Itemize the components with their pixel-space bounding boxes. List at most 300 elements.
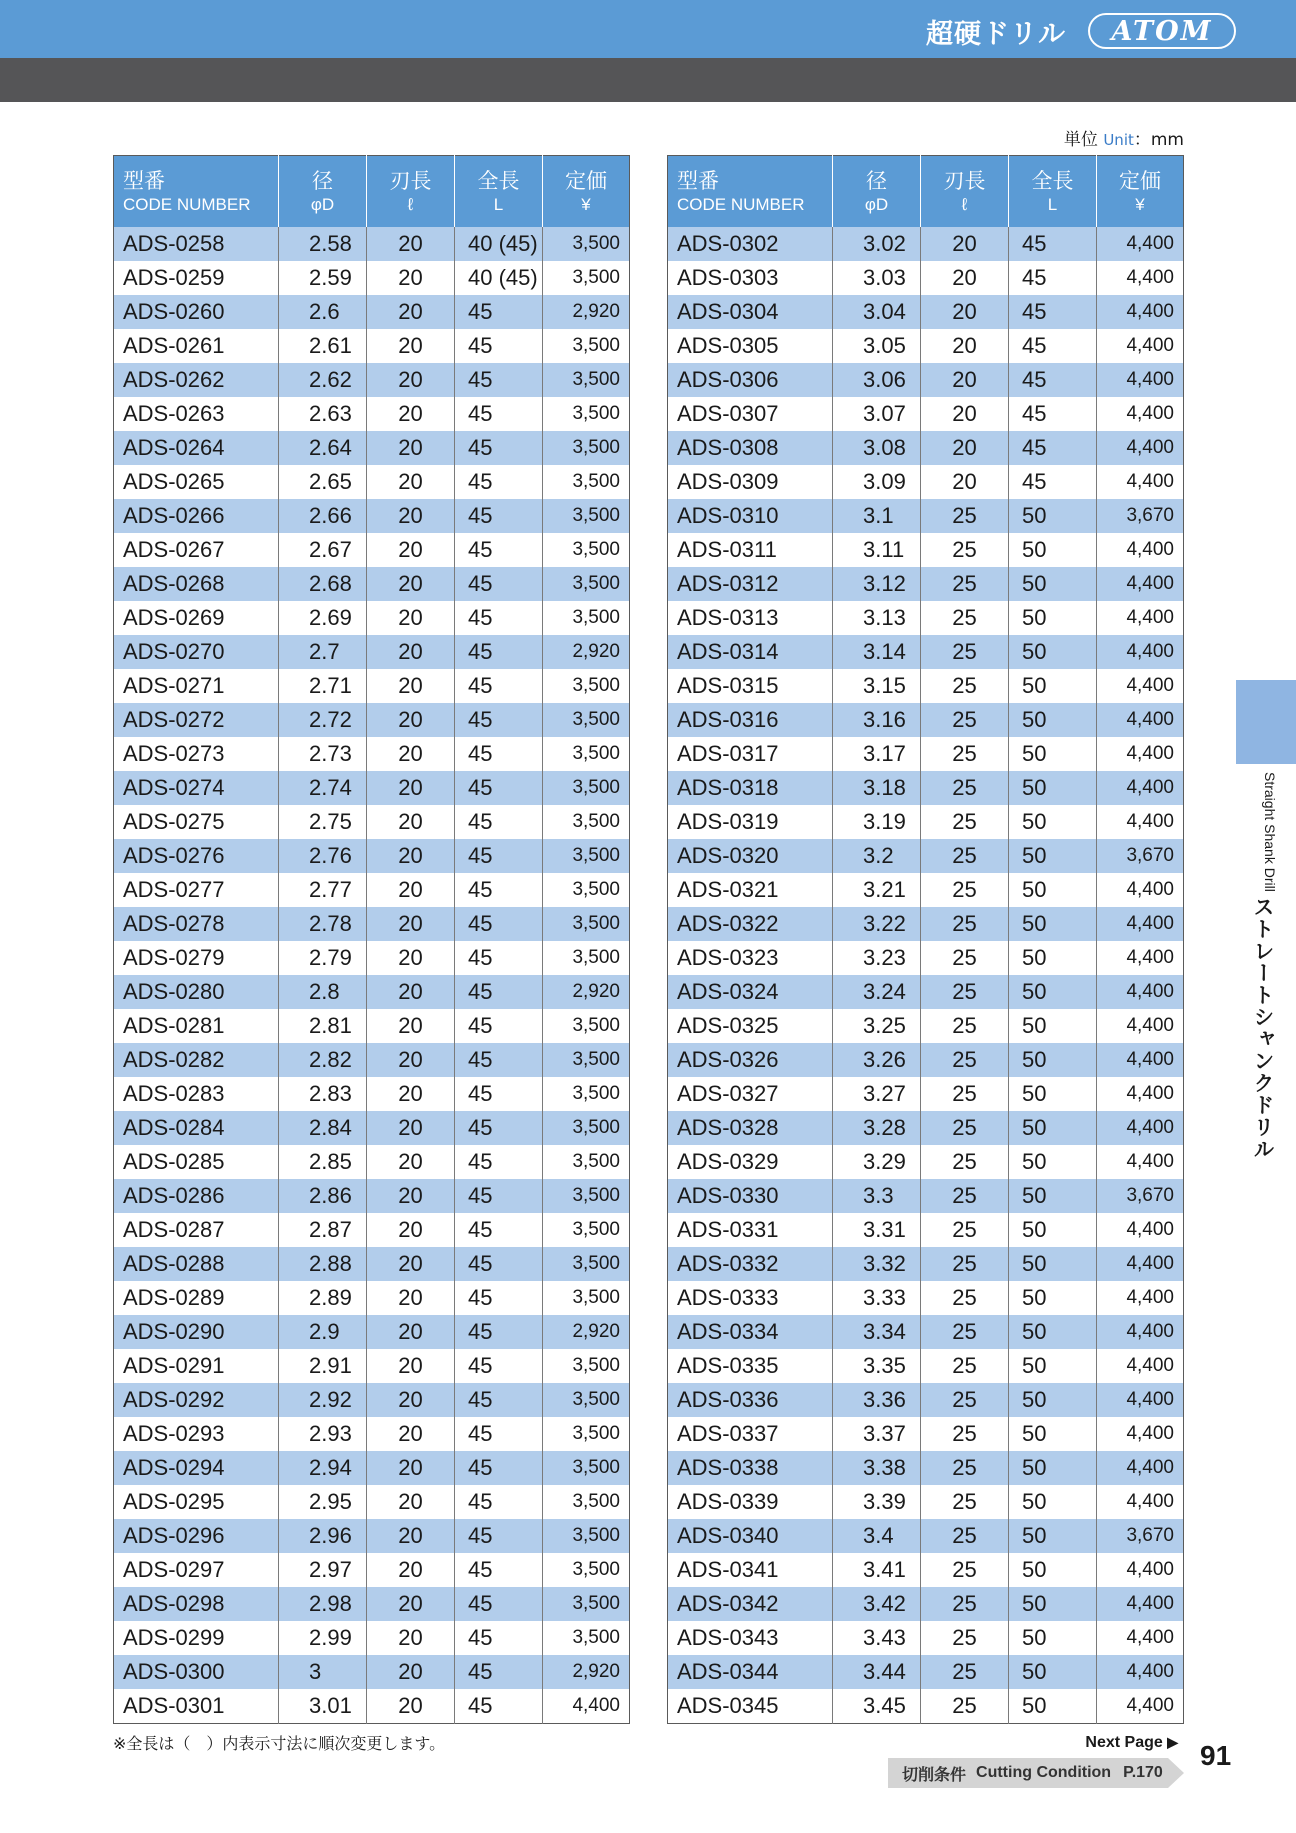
overall-length-cell: 50 [1009,839,1097,873]
diameter-cell: 2.88 [279,1247,367,1281]
diameter-cell: 3.24 [833,975,921,1009]
overall-length-cell: 45 [455,363,543,397]
col-header-diameter [833,156,921,228]
price-cell: 3,500 [543,1077,630,1111]
side-index-tab[interactable] [1236,680,1296,764]
flute-length-cell: 20 [367,1519,455,1553]
table-row [114,1655,630,1689]
price-cell: 4,400 [1097,1689,1184,1724]
overall-length-cell: 45 [455,329,543,363]
diameter-cell: 2.65 [279,465,367,499]
diameter-cell: 2.95 [279,1485,367,1519]
code-cell: ADS-0291 [114,1349,279,1383]
overall-length-cell: 50 [1009,1655,1097,1689]
flute-length-cell: 20 [367,1247,455,1281]
code-cell: ADS-0341 [668,1553,833,1587]
code-cell: ADS-0304 [668,295,833,329]
table-row [114,737,630,771]
diameter-cell: 2.61 [279,329,367,363]
diameter-cell: 3.06 [833,363,921,397]
price-cell: 3,670 [1097,839,1184,873]
diameter-cell: 2.76 [279,839,367,873]
table-row [114,635,630,669]
price-cell: 4,400 [1097,1349,1184,1383]
price-cell: 3,670 [1097,1179,1184,1213]
diameter-cell: 3.29 [833,1145,921,1179]
flute-length-cell: 25 [921,1077,1009,1111]
overall-length-cell: 45 [455,975,543,1009]
col-header-en: ℓ [407,194,414,214]
col-header-diameter [279,156,367,228]
price-cell: 2,920 [543,1655,630,1689]
flute-length-cell: 20 [367,839,455,873]
table-row [668,1179,1184,1213]
overall-length-cell: 45 [455,1111,543,1145]
triangle-right-icon: ▶ [1167,1734,1178,1750]
flute-length-cell: 25 [921,1655,1009,1689]
overall-length-cell: 50 [1009,567,1097,601]
code-cell: ADS-0301 [114,1689,279,1724]
price-cell: 3,670 [1097,499,1184,533]
table-row [668,601,1184,635]
flute-length-cell: 20 [367,601,455,635]
price-cell: 2,920 [543,295,630,329]
price-cell: 3,500 [543,703,630,737]
unit-en: Unit [1103,131,1134,149]
code-cell: ADS-0259 [114,261,279,295]
table-row [668,431,1184,465]
overall-length-cell: 50 [1009,873,1097,907]
price-cell: 3,500 [543,1587,630,1621]
col-header-en: L [493,194,504,214]
flute-length-cell: 25 [921,1213,1009,1247]
price-cell: 4,400 [1097,1417,1184,1451]
flute-length-cell: 20 [367,635,455,669]
code-cell: ADS-0311 [668,533,833,567]
diameter-cell: 2.6 [279,295,367,329]
code-cell: ADS-0340 [668,1519,833,1553]
diameter-cell: 2.96 [279,1519,367,1553]
table-body [668,227,1184,1724]
col-header-en: ¥ [1135,194,1145,214]
price-cell: 4,400 [1097,873,1184,907]
code-cell: ADS-0327 [668,1077,833,1111]
atom-logo: ATOM [1088,13,1236,49]
flute-length-cell: 20 [921,295,1009,329]
diameter-cell: 3.09 [833,465,921,499]
code-cell: ADS-0343 [668,1621,833,1655]
price-cell: 4,400 [1097,261,1184,295]
code-cell: ADS-0328 [668,1111,833,1145]
diameter-cell: 3.45 [833,1689,921,1724]
diameter-cell: 2.73 [279,737,367,771]
price-cell: 2,920 [543,975,630,1009]
diameter-cell: 2.69 [279,601,367,635]
flute-length-cell: 20 [367,1655,455,1689]
table-row [114,261,630,295]
col-header-jp: 型番 [677,168,719,193]
code-cell: ADS-0339 [668,1485,833,1519]
overall-length-cell: 50 [1009,975,1097,1009]
cutting-page: P.170 [1123,1764,1163,1781]
table-row [668,1689,1184,1724]
flute-length-cell: 20 [367,1315,455,1349]
code-cell: ADS-0335 [668,1349,833,1383]
overall-length-cell: 45 [455,941,543,975]
price-cell: 4,400 [1097,567,1184,601]
diameter-cell: 2.87 [279,1213,367,1247]
code-cell: ADS-0333 [668,1281,833,1315]
unit-value: ：mm [1133,130,1184,150]
table-row [114,1621,630,1655]
diameter-cell: 2.72 [279,703,367,737]
table-row [114,1145,630,1179]
header-bar [0,0,1296,58]
overall-length-cell: 45 [455,1043,543,1077]
price-cell: 4,400 [1097,1485,1184,1519]
flute-length-cell: 20 [921,465,1009,499]
diameter-cell: 2.58 [279,227,367,261]
diameter-cell: 3.27 [833,1077,921,1111]
price-cell: 4,400 [543,1689,630,1724]
diameter-cell: 3.28 [833,1111,921,1145]
flute-length-cell: 25 [921,1485,1009,1519]
code-cell: ADS-0293 [114,1417,279,1451]
flute-length-cell: 25 [921,1383,1009,1417]
flute-length-cell: 20 [367,363,455,397]
cutting-condition-link[interactable] [888,1758,1184,1788]
price-cell: 3,500 [543,1519,630,1553]
table-row [114,805,630,839]
diameter-cell: 2.63 [279,397,367,431]
code-cell: ADS-0289 [114,1281,279,1315]
code-cell: ADS-0286 [114,1179,279,1213]
diameter-cell: 3.2 [833,839,921,873]
code-cell: ADS-0334 [668,1315,833,1349]
table-row [114,1519,630,1553]
flute-length-cell: 20 [921,397,1009,431]
table-row [668,805,1184,839]
overall-length-cell: 45 [455,1009,543,1043]
diameter-cell: 2.94 [279,1451,367,1485]
price-cell: 3,500 [543,363,630,397]
overall-length-cell: 45 [455,839,543,873]
code-cell: ADS-0284 [114,1111,279,1145]
code-cell: ADS-0316 [668,703,833,737]
code-cell: ADS-0277 [114,873,279,907]
diameter-cell: 2.85 [279,1145,367,1179]
price-cell: 3,500 [543,839,630,873]
overall-length-cell: 45 [455,1281,543,1315]
table-row [668,1587,1184,1621]
flute-length-cell: 20 [921,363,1009,397]
overall-length-cell: 50 [1009,941,1097,975]
table-row [114,975,630,1009]
overall-length-cell: 45 [455,1451,543,1485]
overall-length-cell: 50 [1009,703,1097,737]
flute-length-cell: 25 [921,533,1009,567]
overall-length-cell: 50 [1009,1349,1097,1383]
overall-length-cell: 45 [455,669,543,703]
price-cell: 3,500 [543,601,630,635]
price-cell: 3,500 [543,1349,630,1383]
col-header-jp: 径 [866,168,887,193]
flute-length-cell: 25 [921,771,1009,805]
flute-length-cell: 25 [921,669,1009,703]
table-row [668,567,1184,601]
flute-length-cell: 25 [921,1349,1009,1383]
overall-length-cell: 45 [455,1689,543,1724]
table-row [114,1553,630,1587]
code-cell: ADS-0303 [668,261,833,295]
price-cell: 3,500 [543,1111,630,1145]
flute-length-cell: 20 [367,703,455,737]
diameter-cell: 3.39 [833,1485,921,1519]
flute-length-cell: 25 [921,1179,1009,1213]
diameter-cell: 2.86 [279,1179,367,1213]
diameter-cell: 3.05 [833,329,921,363]
unit-jp: 単位 [1063,130,1098,150]
overall-length-cell: 45 [455,567,543,601]
code-cell: ADS-0308 [668,431,833,465]
flute-length-cell: 25 [921,1111,1009,1145]
table-row [668,873,1184,907]
code-cell: ADS-0332 [668,1247,833,1281]
price-cell: 3,500 [543,397,630,431]
code-cell: ADS-0296 [114,1519,279,1553]
code-cell: ADS-0273 [114,737,279,771]
table-row [114,907,630,941]
overall-length-cell: 45 [455,1417,543,1451]
overall-length-cell: 45 [455,1349,543,1383]
table-row [668,1213,1184,1247]
table-header-row [114,156,630,228]
diameter-cell: 3.22 [833,907,921,941]
flute-length-cell: 25 [921,1587,1009,1621]
flute-length-cell: 20 [367,873,455,907]
overall-length-cell: 50 [1009,805,1097,839]
table-row [668,771,1184,805]
diameter-cell: 2.99 [279,1621,367,1655]
overall-length-cell: 45 [455,1145,543,1179]
price-cell: 4,400 [1097,907,1184,941]
diameter-cell: 2.83 [279,1077,367,1111]
overall-length-cell: 50 [1009,1383,1097,1417]
code-cell: ADS-0317 [668,737,833,771]
diameter-cell: 3.17 [833,737,921,771]
diameter-cell: 2.74 [279,771,367,805]
flute-length-cell: 25 [921,941,1009,975]
flute-length-cell: 20 [367,669,455,703]
price-cell: 3,500 [543,533,630,567]
table-row [114,703,630,737]
flute-length-cell: 25 [921,1553,1009,1587]
diameter-cell: 2.97 [279,1553,367,1587]
flute-length-cell: 20 [367,737,455,771]
table-row [668,397,1184,431]
table-row [668,941,1184,975]
overall-length-cell: 45 [455,805,543,839]
code-cell: ADS-0326 [668,1043,833,1077]
table-row [114,295,630,329]
flute-length-cell: 20 [921,227,1009,261]
overall-length-cell: 50 [1009,1689,1097,1724]
table-row [114,1451,630,1485]
overall-length-cell: 45 [455,635,543,669]
table-row [668,1145,1184,1179]
code-cell: ADS-0336 [668,1383,833,1417]
flute-length-cell: 20 [367,1009,455,1043]
table-row [668,261,1184,295]
diameter-cell: 2.68 [279,567,367,601]
flute-length-cell: 25 [921,567,1009,601]
flute-length-cell: 20 [367,1179,455,1213]
code-cell: ADS-0320 [668,839,833,873]
col-header-code-number [668,156,833,228]
flute-length-cell: 20 [367,1417,455,1451]
code-cell: ADS-0337 [668,1417,833,1451]
table-row [668,227,1184,261]
diameter-cell: 3.26 [833,1043,921,1077]
code-cell: ADS-0265 [114,465,279,499]
table-row [114,227,630,261]
diameter-cell: 3.13 [833,601,921,635]
overall-length-cell: 45 [455,1247,543,1281]
flute-length-cell: 25 [921,873,1009,907]
price-cell: 4,400 [1097,1111,1184,1145]
overall-length-cell: 45 [455,1655,543,1689]
flute-length-cell: 20 [367,771,455,805]
table-row [114,1485,630,1519]
code-cell: ADS-0294 [114,1451,279,1485]
overall-length-cell: 45 [1009,397,1097,431]
overall-length-cell: 50 [1009,601,1097,635]
price-cell: 4,400 [1097,465,1184,499]
cutting-jp: 切削条件 [902,1764,967,1784]
code-cell: ADS-0280 [114,975,279,1009]
diameter-cell: 3.08 [833,431,921,465]
overall-length-cell: 45 [455,397,543,431]
col-header-en: CODE NUMBER [123,194,251,214]
col-header-code-number [114,156,279,228]
table-row [114,1043,630,1077]
code-cell: ADS-0269 [114,601,279,635]
overall-length-cell: 45 [455,1485,543,1519]
code-cell: ADS-0287 [114,1213,279,1247]
overall-length-cell: 45 [455,1621,543,1655]
code-cell: ADS-0281 [114,1009,279,1043]
overall-length-cell: 50 [1009,1553,1097,1587]
code-cell: ADS-0306 [668,363,833,397]
code-cell: ADS-0290 [114,1315,279,1349]
overall-length-cell: 45 [455,873,543,907]
overall-length-cell: 40 (45) [455,261,543,295]
price-cell: 3,500 [543,1553,630,1587]
diameter-cell: 2.77 [279,873,367,907]
table-row [114,1077,630,1111]
price-cell: 4,400 [1097,1247,1184,1281]
flute-length-cell: 20 [367,261,455,295]
table-row [114,567,630,601]
diameter-cell: 2.84 [279,1111,367,1145]
code-cell: ADS-0282 [114,1043,279,1077]
diameter-cell: 3.03 [833,261,921,295]
table-row [114,499,630,533]
flute-length-cell: 20 [367,907,455,941]
price-cell: 3,500 [543,941,630,975]
code-cell: ADS-0299 [114,1621,279,1655]
page-number: 91 [1200,1740,1232,1771]
code-cell: ADS-0270 [114,635,279,669]
table-row [114,1009,630,1043]
table-row [668,1417,1184,1451]
col-header-jp: 型番 [123,168,165,193]
flute-length-cell: 20 [367,533,455,567]
price-cell: 3,500 [543,873,630,907]
overall-length-cell: 45 [455,499,543,533]
table-row [668,1519,1184,1553]
diameter-cell: 2.66 [279,499,367,533]
table-row [668,1009,1184,1043]
overall-length-cell: 50 [1009,1621,1097,1655]
diameter-cell: 3.36 [833,1383,921,1417]
code-cell: ADS-0276 [114,839,279,873]
diameter-cell: 3.35 [833,1349,921,1383]
code-cell: ADS-0285 [114,1145,279,1179]
flute-length-cell: 20 [921,431,1009,465]
table-row [668,1349,1184,1383]
flute-length-cell: 20 [367,1553,455,1587]
next-page-link[interactable] [1085,1734,1178,1752]
code-cell: ADS-0342 [668,1587,833,1621]
price-cell: 4,400 [1097,1587,1184,1621]
code-cell: ADS-0331 [668,1213,833,1247]
col-header-flute-length [921,156,1009,228]
col-header-en: φD [864,194,889,214]
table-row [114,397,630,431]
code-cell: ADS-0318 [668,771,833,805]
code-cell: ADS-0262 [114,363,279,397]
diameter-cell: 3.3 [833,1179,921,1213]
code-cell: ADS-0292 [114,1383,279,1417]
price-cell: 4,400 [1097,295,1184,329]
flute-length-cell: 20 [921,261,1009,295]
code-cell: ADS-0266 [114,499,279,533]
flute-length-cell: 20 [367,1621,455,1655]
price-cell: 4,400 [1097,1281,1184,1315]
flute-length-cell: 25 [921,499,1009,533]
table-row [668,363,1184,397]
code-cell: ADS-0315 [668,669,833,703]
code-cell: ADS-0274 [114,771,279,805]
price-cell: 4,400 [1097,1315,1184,1349]
overall-length-cell: 50 [1009,1213,1097,1247]
overall-length-cell: 50 [1009,1009,1097,1043]
flute-length-cell: 20 [367,499,455,533]
table-row [668,839,1184,873]
diameter-cell: 2.81 [279,1009,367,1043]
code-cell: ADS-0288 [114,1247,279,1281]
table-row [114,1281,630,1315]
code-cell: ADS-0344 [668,1655,833,1689]
flute-length-cell: 25 [921,1145,1009,1179]
table-row [668,703,1184,737]
flute-length-cell: 20 [367,1213,455,1247]
flute-length-cell: 20 [367,295,455,329]
price-cell: 3,500 [543,1621,630,1655]
flute-length-cell: 25 [921,805,1009,839]
table-row [668,1247,1184,1281]
